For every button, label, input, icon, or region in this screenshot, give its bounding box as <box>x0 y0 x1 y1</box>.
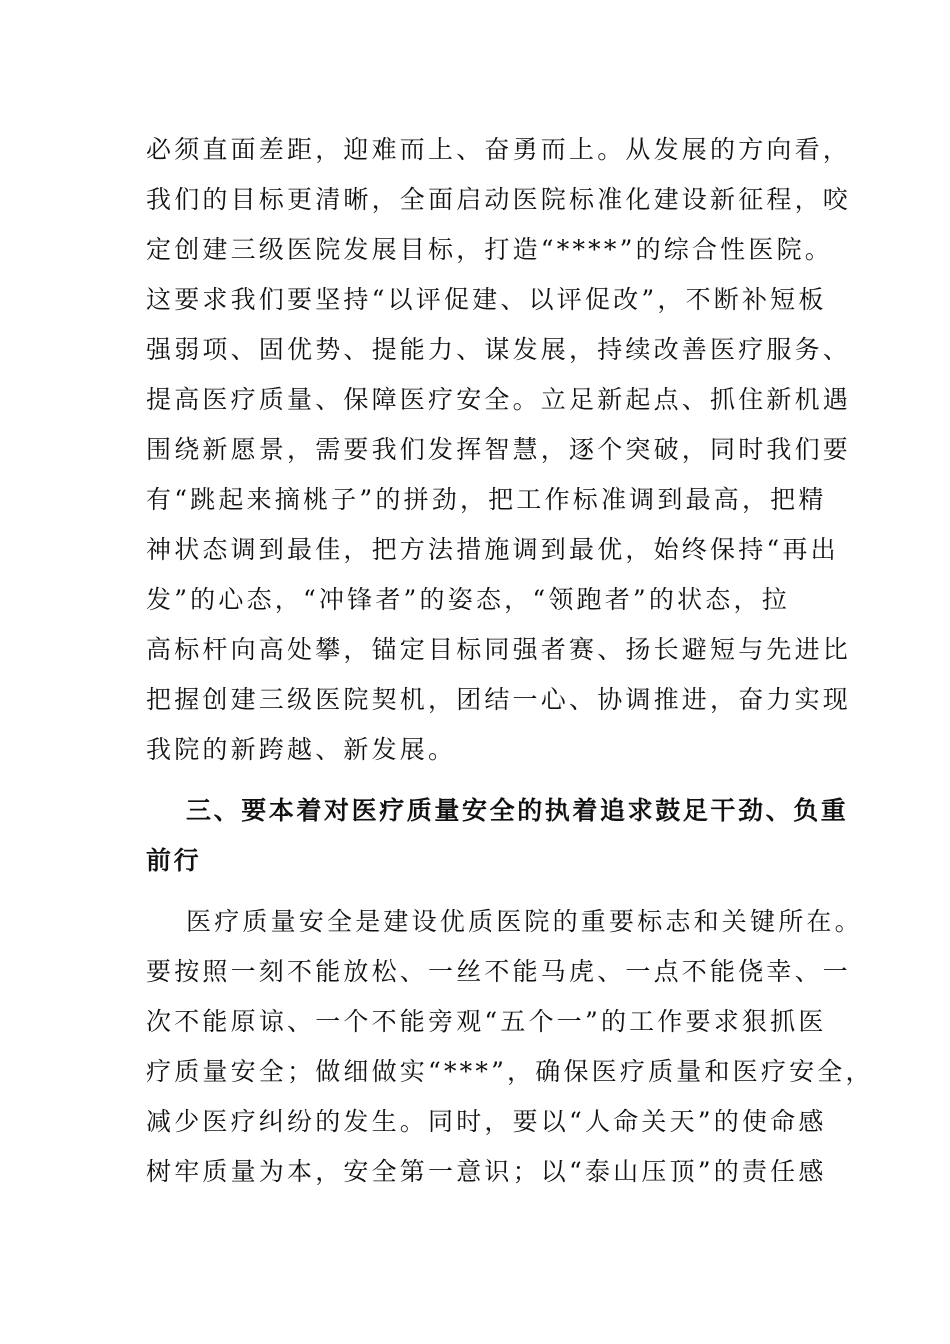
paragraph-line: 神状态调到最佳，把方法措施调到最优，始终保持“再出 <box>146 535 839 564</box>
paragraph-line: 高标杆向高处攀，锚定目标同强者赛、扬长避短与先进比 <box>146 635 852 664</box>
paragraph-line: 发”的心态，“冲锋者”的姿态，“领跑者”的状态，拉 <box>146 585 790 614</box>
paragraph-line: 要按照一刻不能放松、一丝不能马虎、一点不能侥幸、一 <box>146 957 852 986</box>
paragraph-line: 围绕新愿景，需要我们发挥智慧，逐个突破，同时我们要 <box>146 435 852 464</box>
paragraph-line: 这要求我们要坚持“以评促建、以评促改”，不断补短板 <box>146 285 827 314</box>
paragraph-line: 次不能原谅、一个不能旁观“五个一”的工作要求狠抓医 <box>146 1007 827 1036</box>
paragraph-line: 定创建三级医院发展目标，打造“****”的综合性医院。 <box>146 235 833 264</box>
section-heading-continued: 前行 <box>146 846 202 875</box>
paragraph-line: 强弱项、固优势、提能力、谋发展，持续改善医疗服务、 <box>146 335 852 364</box>
paragraph-line: 我们的目标更清晰，全面启动医院标准化建设新征程，咬 <box>146 185 852 214</box>
paragraph-line: 树牢质量为本，安全第一意识；以“泰山压顶”的责任感 <box>146 1157 827 1186</box>
paragraph-line: 疗质量安全；做细做实“***”，确保医疗质量和医疗安全， <box>146 1057 874 1086</box>
paragraph-line: 必须直面差距，迎难而上、奋勇而上。从发展的方向看， <box>146 135 852 164</box>
paragraph-line: 把握创建三级医院契机，团结一心、协调推进，奋力实现 <box>146 685 852 714</box>
paragraph-line: 我院的新跨越、新发展。 <box>146 735 457 764</box>
paragraph-line: 有“跳起来摘桃子”的拼劲，把工作标准调到最高，把精 <box>146 485 827 514</box>
paragraph-line: 医疗质量安全是建设优质医院的重要标志和关键所在。 <box>186 907 863 936</box>
section-heading: 三、要本着对医疗质量安全的执着追求鼓足干劲、负重 <box>186 796 849 825</box>
paragraph-line: 提高医疗质量、保障医疗安全。立足新起点、抓住新机遇 <box>146 385 852 414</box>
paragraph-line: 减少医疗纠纷的发生。同时，要以“人命关天”的使命感 <box>146 1107 827 1136</box>
